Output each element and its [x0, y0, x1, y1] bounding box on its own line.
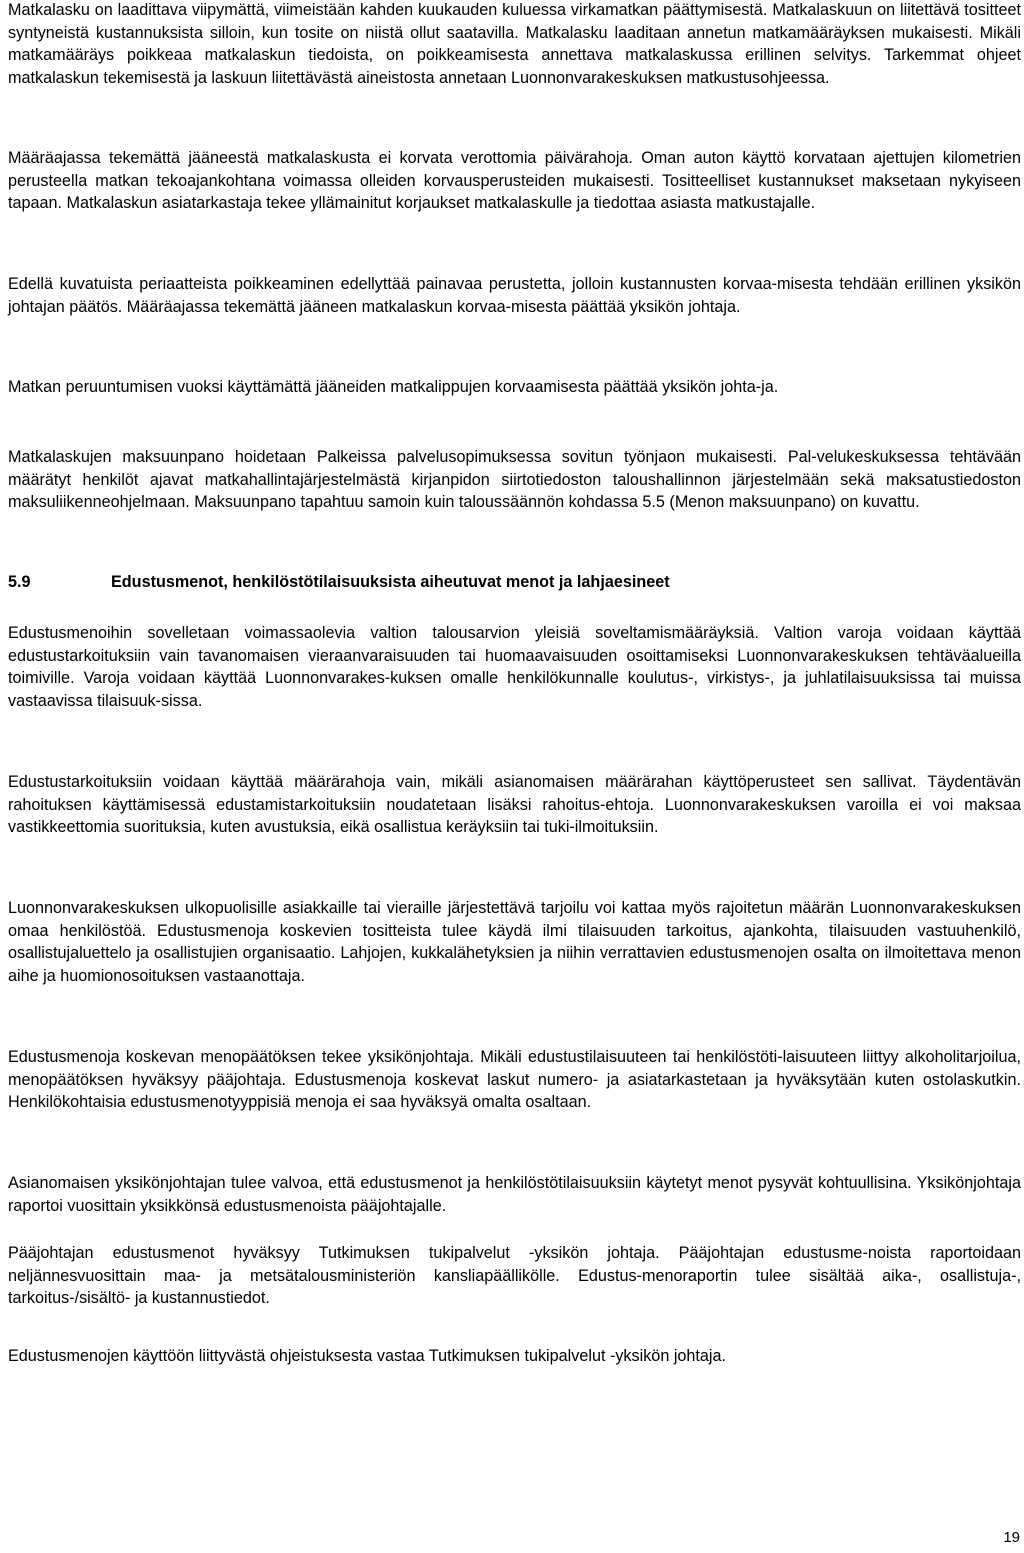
paragraph-director-general-expenses: Pääjohtajan edustusmenot hyväksyy Tutkimuksen tukipalvelut -yksikön johtaja. Pääjohtajan edustusme-noista raportoidaan neljännesvuosittain maa- ja metsätalousministeriön kansliapäällikölle. Edustus-menoraportin tulee sisältää aika-, osallistuja-, tarkoitus-/sisältö- ja kustannustiedot.: [8, 1244, 1021, 1307]
paragraph-guidance-responsibility: Edustusmenojen käyttöön liittyvästä ohjeistuksesta vastaa Tutkimuksen tukipalvelut -yksikön johtaja.: [8, 1347, 727, 1365]
document-page: [8, 0, 1021, 1553]
paragraph-representation-rules: Edustusmenoihin sovelletaan voimassaolevia valtion talousarvion yleisiä soveltamismääräyksiä. Valtion varoja voidaan käyttää edustustarkoituksiin vain tavanomaisen vieraanvaraisuuden tai huomaavaisuuden osoittamiseksi Luonnonvarakeskuksen tehtäväalueilla toimiville. Varoja voidaan käyttää Luonnonvarakes-kuksen omalle henkilökunnalle koulutus-, virkistys-, ja juhlatilaisuuksissa tai muissa vastaavissa tilaisuuk-sissa.: [8, 624, 1021, 710]
paragraph-payment-processing: Matkalaskujen maksuunpano hoidetaan Palkeissa palvelusopimuksessa sovitun työnjaon mukaisesti. Pal-velukeskuksessa tehtävään määrätyt henkilöt ajavat matkahallintajärjestelmästä kirjanpidon siirtotiedoston taloushallinnon järjestelmään sekä maksatustiedoston maksuliikenneohjelmaan. Maksuunpano tapahtuu samoin kuin taloussäännön kohdassa 5.5 (Menon maksuunpano) on kuvattu.: [8, 448, 1021, 511]
page-number: 19: [1003, 1529, 1020, 1546]
paragraph-expense-decision: Edustusmenoja koskevan menopäätöksen tekee yksikönjohtaja. Mikäli edustustilaisuuteen tai henkilöstöti-laisuuteen liittyy alkoholitarjoilua, menopäätöksen hyväksyy pääjohtaja. Edustusmenoja koskevat laskut numero- ja asiatarkastetaan ja hyväksytään kuten ostolaskutkin. Henkilökohtaisia edustusmenotyyppisiä menoja ei saa hyväksyä omalta osaltaan.: [8, 1048, 1021, 1111]
paragraph-exceptions: Edellä kuvatuista periaatteista poikkeaminen edellyttää painavaa perustetta, jolloin kustannusten korvaa-misesta tehdään erillinen yksikön johtajan päätös. Määräajassa tekemättä jääneen matkalaskun korvaa-misesta päättää yksikön johtaja.: [8, 275, 1021, 316]
paragraph-appropriations: Edustustarkoituksiin voidaan käyttää määrärahoja vain, mikäli asianomaisen määrärahan käyttöperusteet sen sallivat. Täydentävän rahoituksen käyttämisessä edustamistarkoituksiin noudatetaan lisäksi rahoitus-ehtoja. Luonnonvarakeskuksen varoilla ei voi maksaa vastikkeettomia suorituksia, kuten avustuksia, eikä osallistua keräyksiin tai tuki-ilmoituksiin.: [8, 773, 1021, 836]
paragraph-unit-head-monitoring: Asianomaisen yksikönjohtajan tulee valvoa, että edustusmenot ja henkilöstötilaisuuksiin käytetyt menot pysyvät kohtuullisina. Yksikönjohtaja raportoi vuosittain yksikkönsä edustusmenoista pääjohtajalle.: [8, 1174, 1021, 1215]
paragraph-late-claim-compensation: Määräajassa tekemättä jääneestä matkalaskusta ei korvata verottomia päivärahoja. Oman auton käyttö korvataan ajettujen kilometrien perusteella matkan tekoajankohtana voimassa olleiden korvausperusteiden mukaisesti. Tositteelliset kustannukset maksetaan nykyiseen tapaan. Matkalaskun asiatarkastaja tekee yllämainitut korjaukset matkalaskulle ja tiedottaa asiasta matkustajalle.: [8, 149, 1021, 212]
paragraph-external-guests: Luonnonvarakeskuksen ulkopuolisille asiakkaille tai vieraille järjestettävä tarjoilu voi kattaa myös rajoitetun määrän Luonnonvarakeskuksen omaa henkilöstöä. Edustusmenoja koskevien tositteista tulee käydä ilmi tilaisuuden tarkoitus, ajankohta, tilaisuuden vastuuhenkilö, osallistujaluettelo ja osallistujien organisaatio. Lahjojen, kukkalähetyksien ja niihin verrattavien edustusmenojen osalta on ilmoitettava menon aihe ja huomionosoituksen vastaanottaja.: [8, 899, 1021, 985]
paragraph-cancelled-trip-tickets: Matkan peruuntumisen vuoksi käyttämättä jääneiden matkalippujen korvaamisesta päättää yksikön johta-ja.: [8, 378, 779, 396]
paragraph-travel-claim-deadline: Matkalasku on laadittava viipymättä, viimeistään kahden kuukauden kuluessa virkamatkan päättymisestä. Matkalaskuun on liitettävä tositteet syntyneistä kustannuksista silloin, kun tosite on niistä ollut saatavilla. Matkalasku laaditaan annetun matkamääräyksen mukaisesti. Mikäli matkamääräys poikkeaa matkalaskun tiedoista, on poikkeamisesta annettava matkalaskussa erillinen selvitys. Tarkemmat ohjeet matkalaskun tekemisestä ja laskuun liitettävästä aineistosta annetaan Luonnonvarakeskuksen matkustusohjeessa.: [8, 1, 1021, 87]
section-number: 5.9: [8, 573, 31, 591]
section-heading: [8, 571, 1021, 594]
section-title: Edustusmenot, henkilöstötilaisuuksista aiheutuvat menot ja lahjaesineet: [111, 573, 670, 591]
